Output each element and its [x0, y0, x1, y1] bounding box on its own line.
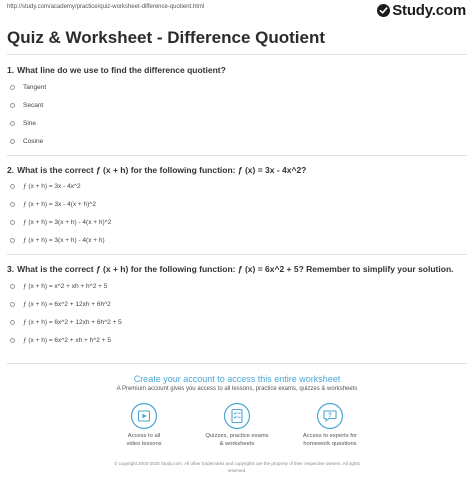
- copyright-line: © copyright 2003-2020 Study.com. All other trademarks and copyrights are the property of their respective owners. All rights: [114, 461, 360, 466]
- page-url: http://study.com/academy/practice/quiz-worksheet-difference-quotient.html: [7, 4, 205, 10]
- radio-icon[interactable]: [10, 338, 15, 343]
- premium-features: [0, 402, 474, 458]
- question-text: What is the correct ƒ (x + h) for the following function: ƒ (x) = 6x^2 + 5? Remember to simplify your solution.: [17, 264, 454, 274]
- radio-icon[interactable]: [10, 85, 15, 90]
- radio-icon[interactable]: [10, 103, 15, 108]
- question-divider: [7, 254, 467, 255]
- option-text: ƒ (x + h) = 6x^2 + 12xh + 6h^2 + 5: [23, 318, 122, 326]
- option-text: ƒ (x + h) = 3x - 4x^2: [23, 182, 81, 190]
- copyright-line: reserved.: [227, 467, 247, 473]
- radio-icon[interactable]: [10, 184, 15, 189]
- radio-icon[interactable]: [10, 320, 15, 325]
- premium-description: A Premium account gives you access to all lessons, practice exams, quizzes & worksheets: [116, 386, 358, 392]
- question-3-options: [7, 277, 467, 349]
- question-number: 3.: [7, 264, 15, 274]
- svg-text:?: ?: [328, 413, 332, 419]
- question-2-options: [7, 177, 467, 249]
- expert-chat-icon: [316, 402, 344, 430]
- answer-option[interactable]: [7, 331, 467, 349]
- answer-option[interactable]: [7, 96, 467, 114]
- option-text: ƒ (x + h) = 3x - 4(x + h)^2: [23, 200, 96, 208]
- option-text: ƒ (x + h) = 6x^2 + 12xh + 6h^2: [23, 300, 111, 308]
- answer-option[interactable]: [7, 295, 467, 313]
- radio-icon[interactable]: [10, 121, 15, 126]
- option-text: Sine: [23, 119, 37, 127]
- feature-label: [275, 433, 385, 448]
- answer-option[interactable]: [7, 114, 467, 132]
- study-logo[interactable]: [377, 2, 466, 18]
- video-play-icon: [130, 402, 158, 430]
- answer-option[interactable]: [7, 231, 467, 249]
- cta-divider: [7, 363, 467, 364]
- question-1-options: [7, 78, 467, 150]
- copyright-notice: [0, 461, 474, 474]
- question-divider: [7, 155, 467, 156]
- question-text: What line do we use to find the difference quotient?: [17, 65, 226, 75]
- question-number: 1.: [7, 65, 15, 75]
- radio-icon[interactable]: [10, 202, 15, 207]
- page-title: Quiz & Worksheet - Difference Quotient: [7, 28, 326, 47]
- answer-option[interactable]: [7, 213, 467, 231]
- feature-label-line: Access to all: [127, 433, 161, 439]
- answer-option[interactable]: [7, 195, 467, 213]
- checklist-icon: [223, 402, 251, 430]
- option-text: ƒ (x + h) = 6x^2 + xh + h^2 + 5: [23, 336, 111, 344]
- radio-icon[interactable]: [10, 302, 15, 307]
- option-text: Tangent: [23, 83, 47, 91]
- answer-option[interactable]: [7, 177, 467, 195]
- question-3: [7, 264, 454, 274]
- study-logo-text: Study.com: [392, 1, 466, 19]
- option-text: Cosine: [23, 137, 44, 145]
- feature-label-line: Access to experts for: [302, 433, 358, 439]
- question-text: What is the correct ƒ (x + h) for the following function: ƒ (x) = 3x - 4x^2?: [17, 165, 307, 175]
- answer-option[interactable]: [7, 132, 467, 150]
- study-logo-icon: [377, 4, 390, 17]
- title-divider: [7, 54, 467, 55]
- answer-option[interactable]: [7, 313, 467, 331]
- answer-option[interactable]: [7, 277, 467, 295]
- option-text: ƒ (x + h) = 3(x + h) - 4(x + h): [23, 236, 105, 244]
- radio-icon[interactable]: [10, 238, 15, 243]
- radio-icon[interactable]: [10, 139, 15, 144]
- feature-label-line: homework questions: [303, 440, 357, 447]
- question-1: [7, 65, 226, 75]
- question-number: 2.: [7, 165, 15, 175]
- option-text: ƒ (x + h) = 3(x + h) - 4(x + h)^2: [23, 218, 112, 226]
- feature-label-line: & worksheets: [219, 440, 255, 447]
- create-account-link[interactable]: Create your account to access this entire worksheet: [133, 374, 341, 384]
- radio-icon[interactable]: [10, 220, 15, 225]
- radio-icon[interactable]: [10, 284, 15, 289]
- feature-label-line: video lessons: [126, 440, 162, 447]
- option-text: Secant: [23, 101, 44, 109]
- question-2: [7, 165, 306, 175]
- answer-option[interactable]: [7, 78, 467, 96]
- feature-label-line: Quizzes, practice exams: [205, 433, 269, 439]
- option-text: ƒ (x + h) = x^2 + xh + h^2 + 5: [23, 282, 108, 290]
- page-header: [0, 0, 474, 22]
- feature-experts: [275, 402, 385, 448]
